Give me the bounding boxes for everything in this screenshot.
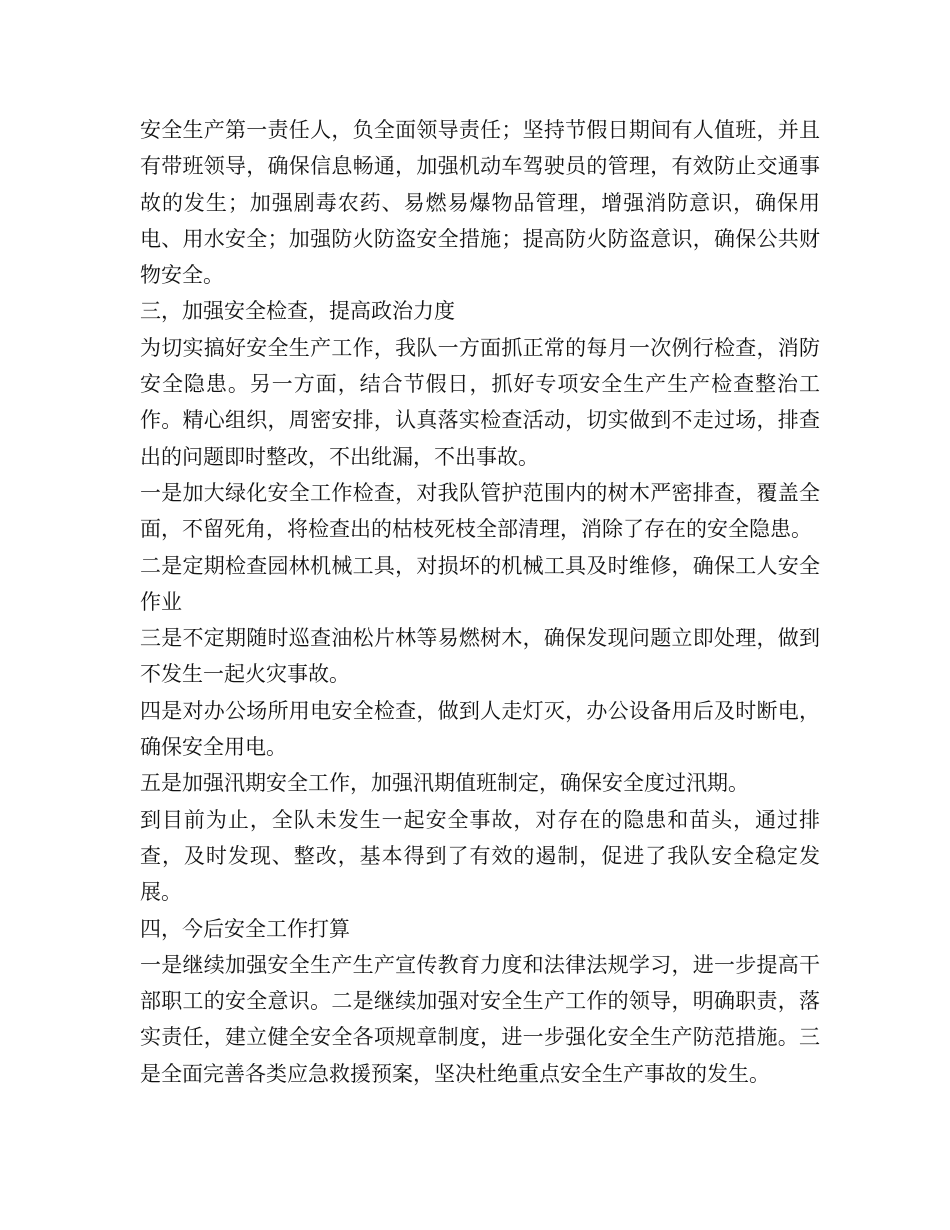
paragraph-summary: 到目前为止，全队未发生一起安全事故，对存在的隐患和苗头，通过排查，及时发现、整改，基本得到了有效的遏制，促进了我队安全稳定发展。 xyxy=(140,807,820,905)
section-heading-4: 四，今后安全工作打算 xyxy=(140,916,350,941)
paragraph-future-plan: 一是继续加强安全生产生产宣传教育力度和法律法规学习，进一步提高干部职工的安全意识。二是继续加强对安全生产工作的领导，明确职责，落实责任，建立健全安全各项规章制度，进一步强化安全生产防范措施。三是全面完善各类应急救援预案，坚决杜绝重点安全生产事故的发生。 xyxy=(140,952,820,1086)
paragraph-item-4: 四是对办公场所用电安全检查，做到人走灯灭，办公设备用后及时断电，确保安全用电。 xyxy=(140,698,820,760)
paragraph-item-5: 五是加强汛期安全工作，加强汛期值班制定，确保安全度过汛期。 xyxy=(140,771,749,796)
paragraph-item-3: 三是不定期随时巡查油松片林等易燃树木，确保发现问题立即处理，做到不发生一起火灾事故。 xyxy=(140,626,820,687)
document-body xyxy=(140,112,820,1092)
paragraph-inspection-intro: 为切实搞好安全生产工作，我队一方面抓正常的每月一次例行检查，消防安全隐患。另一方面，结合节假日，抓好专项安全生产生产检查整治工作。精心组织，周密安排，认真落实检查活动，切实做到不走过场，排查出的问题即时整改，不出纰漏，不出事故。 xyxy=(140,335,820,469)
paragraph-item-2: 二是定期检查园林机械工具，对损坏的机械工具及时维修，确保工人安全作业 xyxy=(140,553,820,614)
section-heading-3: 三，加强安全检查，提高政治力度 xyxy=(140,299,455,324)
paragraph-item-1: 一是加大绿化安全工作检查，对我队管护范围内的树木严密排查，覆盖全面，不留死角，将检查出的枯枝死枝全部清理，消除了存在的安全隐患。 xyxy=(140,480,820,542)
paragraph-responsibility: 安全生产第一责任人，负全面领导责任；坚持节假日期间有人值班，并且有带班领导，确保信息畅通，加强机动车驾驶员的管理，有效防止交通事故的发生；加强剧毒农药、易燃易爆物品管理，增强消防意识，确保用电、用水安全；加强防火防盗安全措施；提高防火防盗意识，确保公共财物安全。 xyxy=(140,118,820,288)
